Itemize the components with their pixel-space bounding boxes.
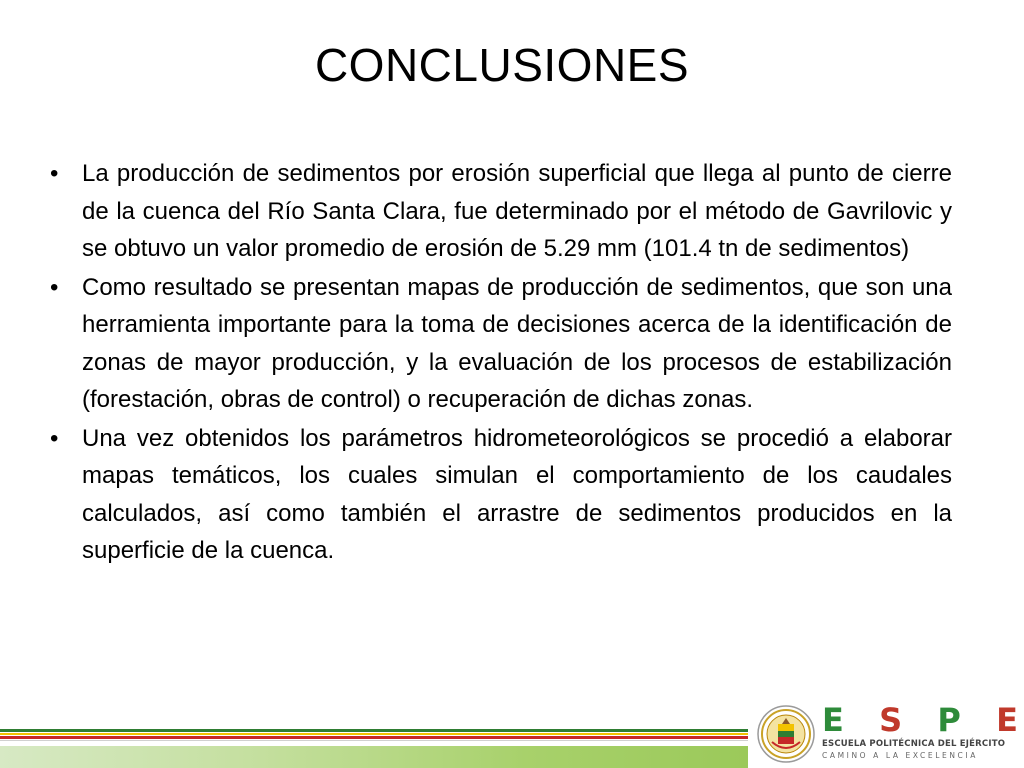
bullet-item [50, 420, 952, 570]
bullet-text: Como resultado se presentan mapas de producción de sedimentos, que son una herramienta importante para la toma de decisiones acerca de la identificación de zonas de mayor producción, y la evaluación de los procesos de estabilización (forestación, obras de control) o recuperación de dichas zonas. [82, 273, 952, 413]
slide-title: CONCLUSIONES [314, 39, 690, 91]
bullet-icon: • [50, 160, 59, 187]
bullet-icon: • [50, 273, 59, 301]
conclusions-list [50, 155, 952, 571]
white-stripe [0, 740, 748, 745]
green-stripe [0, 729, 748, 732]
logo-subtitle: ESCUELA POLITÉCNICA DEL EJÉRCITO [822, 739, 1006, 749]
logo-letter-p: P [937, 701, 961, 739]
logo-letter-e1: E [822, 701, 844, 739]
flag-stripes [0, 729, 748, 744]
yellow-stripe [0, 733, 748, 735]
espe-wordmark [822, 701, 1018, 739]
bullet-text: Una vez obtenidos los parámetros hidrometeorológicos se procedió a elaborar mapas temáticos, los cuales simulan el comportamiento de los caudales calculados, así como también el arrastre de sedimentos producidos en la superficie de la cuenca. [82, 424, 952, 564]
bullet-text: La producción de sedimentos por erosión superficial que llega al punto de cierre de la cuenca del Río Santa Clara, fue determinado por el método de Gavrilovic y se obtuvo un valor promedio de erosión de 5.29 mm (101.4 tn de sedimentos) [82, 160, 952, 262]
logo-letter-s: S [879, 701, 903, 739]
red-stripe [0, 736, 748, 739]
bullet-icon: • [50, 424, 59, 452]
slide-footer [0, 698, 1024, 768]
espe-seal-icon [756, 704, 816, 764]
green-gradient-bar [0, 746, 748, 768]
espe-logo [756, 701, 1018, 764]
logo-letter-e2: E [996, 701, 1018, 739]
bullet-item [50, 269, 952, 419]
logo-motto: CAMINO A LA EXCELENCIA [822, 751, 978, 760]
bullet-item [50, 155, 952, 268]
